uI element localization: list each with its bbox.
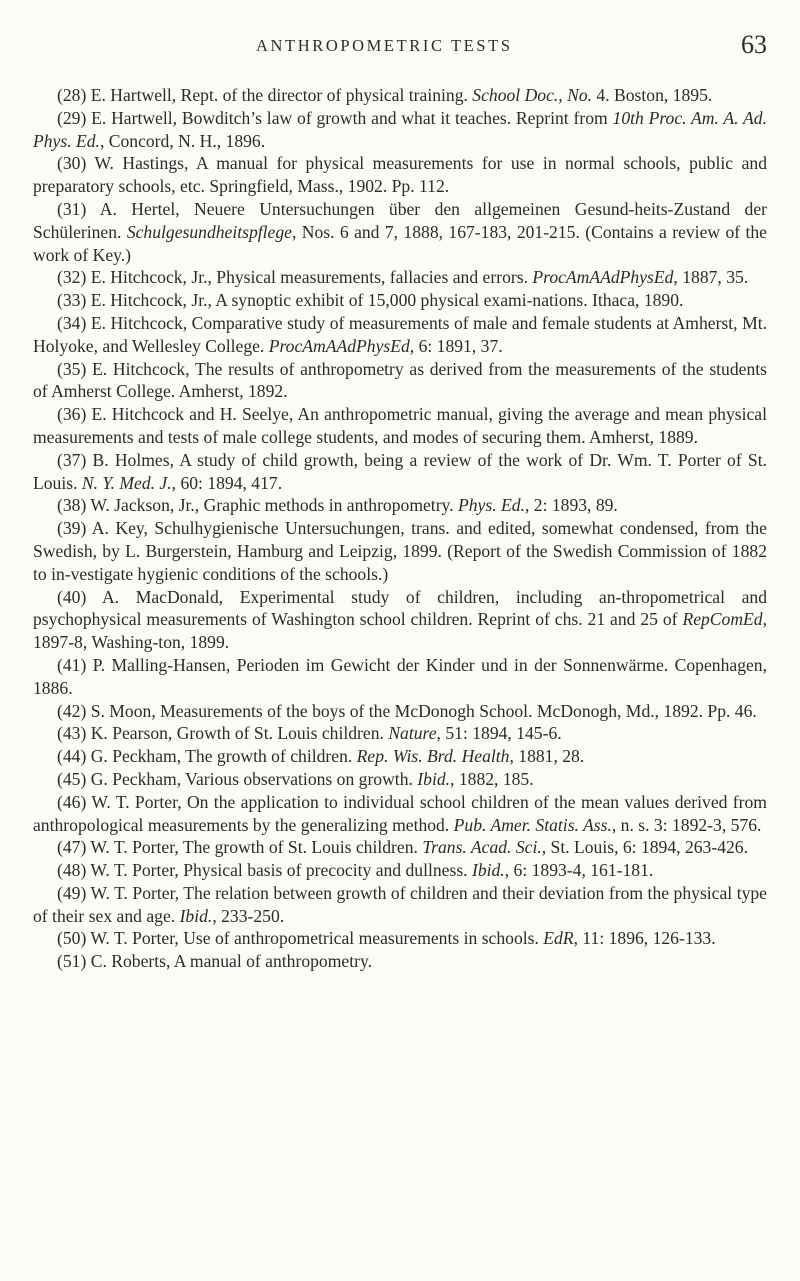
reference-number: (33) (57, 290, 87, 311)
reference-number: (51) (57, 951, 87, 972)
reference-entry (33, 266, 767, 289)
reference-text: , 233-250. (212, 905, 285, 926)
reference-text: , Concord, N. H., 1896. (99, 130, 266, 151)
reference-entry (33, 449, 767, 495)
reference-number: (43) (57, 723, 87, 744)
reference-entry (33, 882, 767, 928)
reference-text: , 1887, 35. (673, 267, 749, 288)
reference-number: (50) (57, 928, 87, 949)
reference-number: (48) (57, 860, 87, 881)
reference-entry (33, 358, 767, 404)
reference-entry (33, 791, 767, 837)
reference-number: (40) (57, 586, 87, 607)
reference-text: A. MacDonald, Experimental study of children, including an-thropometrical and psychophysical measurements of Washington school children. Reprint of chs. 21 and 25 of (33, 586, 767, 630)
reference-entry (33, 107, 767, 153)
reference-text: E. Hitchcock and H. Seelye, An anthropometric manual, giving the average and mean physical measurements and tests of male college students, and modes of securing them. Amherst, 1889. (33, 404, 767, 447)
reference-text: K. Pearson, Growth of St. Louis children. (86, 723, 389, 744)
reference-entry (33, 289, 767, 312)
reference-text: W. T. Porter, The growth of St. Louis children. (86, 837, 423, 858)
reference-entry (33, 586, 767, 654)
reference-number: (41) (57, 654, 87, 675)
reference-text: A. Key, Schulhygienische Untersuchungen, trans. and edited, somewhat condensed, from the Swedish, by L. Burgerstein, Hamburg and Leipzig, 1899. (Report of the Swedish Commission of 1882 to in-vestigate hygienic conditions of the schools.) (33, 518, 767, 584)
reference-text: , 1897-8, Washing-ton, 1899. (33, 609, 767, 653)
reference-text: W. T. Porter, Use of anthropometrical measurements in schools. (86, 928, 544, 949)
reference-entry (33, 403, 767, 449)
reference-text: G. Peckham, Various observations on growth. (86, 768, 418, 789)
reference-number: (36) (57, 404, 87, 425)
reference-entry (33, 722, 767, 745)
reference-number: (42) (57, 700, 87, 721)
reference-number: (38) (57, 495, 87, 516)
reference-source-title: Phys. Ed. (458, 495, 525, 516)
reference-number: (28) (57, 85, 87, 105)
reference-source-title: ProcAmAAdPhysEd (532, 267, 674, 288)
reference-entry (33, 768, 767, 791)
reference-entry (33, 859, 767, 882)
reference-entry (33, 745, 767, 768)
reference-number: (34) (57, 312, 87, 333)
reference-entry (33, 152, 767, 198)
reference-text: P. Malling-Hansen, Perioden im Gewicht der Kinder und in der Sonnenwärme. Copenhagen, 1886. (33, 654, 767, 698)
reference-text: A. Hertel, Neuere Untersuchungen über den allgemeinen Gesund-heits-Zustand der Schülerinen. (33, 198, 767, 242)
reference-source-title: EdR (543, 928, 574, 949)
reference-text: E. Hartwell, Bowditch’s law of growth and what it teaches. Reprint from (86, 107, 613, 128)
reference-text: W. T. Porter, The relation between growth of children and their deviation from the physical type of their sex and age. (33, 882, 767, 926)
reference-text: W. Jackson, Jr., Graphic methods in anthropometry. (86, 495, 459, 516)
reference-source-title: School Doc., No. (472, 85, 593, 105)
reference-entry (33, 927, 767, 950)
reference-number: (31) (57, 198, 87, 219)
reference-text: E. Hitchcock, The results of anthropometry as derived from the measurements of the students of Amherst College. Amherst, 1892. (33, 358, 767, 402)
reference-number: (35) (57, 358, 87, 379)
reference-source-title: N. Y. Med. J. (81, 472, 172, 493)
reference-number: (30) (57, 153, 87, 174)
reference-entry (33, 312, 767, 358)
reference-number: (47) (57, 837, 87, 858)
reference-source-title: Rep. Wis. Brd. Health (356, 746, 510, 767)
reference-number: (37) (57, 449, 87, 470)
reference-text: W. T. Porter, Physical basis of precocity and dullness. (86, 860, 472, 881)
reference-source-title: Ibid. (179, 905, 213, 926)
reference-text: , 1881, 28. (509, 746, 585, 767)
reference-source-title: Trans. Acad. Sci. (422, 837, 542, 858)
reference-number: (32) (57, 267, 87, 288)
reference-text: E. Hartwell, Rept. of the director of physical training. (86, 85, 473, 105)
reference-text: , 2: 1893, 89. (524, 495, 618, 516)
reference-number: (46) (57, 791, 87, 812)
reference-source-title: 10th Proc. Am. A. Ad. Phys. Ed. (33, 107, 767, 151)
reference-text: , 1882, 185. (450, 768, 534, 789)
reference-text: , Nos. 6 and 7, 1888, 167-183, 201-215. (Contains a review of the work of Key.) (33, 221, 767, 265)
reference-entry (33, 494, 767, 517)
reference-list (33, 84, 767, 973)
reference-entry (33, 700, 767, 723)
reference-entry (33, 517, 767, 585)
reference-source-title: Ibid. (417, 768, 451, 789)
reference-text: B. Holmes, A study of child growth, being a review of the work of Dr. Wm. T. Porter of St. Louis. (33, 449, 767, 493)
reference-text: , 6: 1893-4, 161-181. (504, 860, 654, 881)
reference-text: 4. Boston, 1895. (592, 85, 713, 105)
reference-text: E. Hitchcock, Jr., Physical measurements, fallacies and errors. (86, 267, 533, 288)
reference-number: (39) (57, 518, 87, 539)
reference-entry (33, 654, 767, 700)
reference-text: , 6: 1891, 37. (409, 335, 503, 356)
reference-number: (29) (57, 107, 87, 128)
reference-text: C. Roberts, A manual of anthropometry. (86, 951, 373, 972)
reference-source-title: Schulgesundheitspflege (126, 221, 292, 242)
reference-text: , St. Louis, 6: 1894, 263-426. (541, 837, 748, 858)
reference-text: , 60: 1894, 417. (171, 472, 283, 493)
reference-entry (33, 950, 767, 973)
reference-entry (33, 836, 767, 859)
running-title: ANTHROPOMETRIC TESTS (256, 36, 513, 55)
reference-entry (33, 84, 767, 107)
reference-text: , 11: 1896, 126-133. (573, 928, 716, 949)
reference-text: G. Peckham, The growth of children. (86, 746, 357, 767)
reference-text: W. T. Porter, On the application to individual school children of the mean values derived from anthropological measurements by the generalizing method. (33, 791, 767, 835)
reference-entry (33, 198, 767, 266)
reference-number: (44) (57, 746, 87, 767)
reference-source-title: RepComEd (682, 609, 763, 630)
reference-text: , 51: 1894, 145-6. (436, 723, 562, 744)
reference-source-title: ProcAmAAdPhysEd (268, 335, 410, 356)
reference-source-title: Nature (388, 723, 437, 744)
reference-text: S. Moon, Measurements of the boys of the McDonogh School. McDonogh, Md., 1892. Pp. 46. (86, 700, 757, 721)
reference-number: (45) (57, 768, 87, 789)
page-number: 63 (741, 30, 767, 59)
reference-source-title: Ibid. (471, 860, 505, 881)
reference-text: E. Hitchcock, Comparative study of measurements of male and female students at Amherst, Mt. Holyoke, and Wellesley College. (33, 312, 767, 356)
reference-number: (49) (57, 882, 87, 903)
reference-text: E. Hitchcock, Jr., A synoptic exhibit of 15,000 physical exami-nations. Ithaca, 1890. (86, 290, 684, 311)
reference-source-title: Pub. Amer. Statis. Ass. (453, 814, 612, 835)
reference-text: , n. s. 3: 1892-3, 576. (611, 814, 762, 835)
reference-text: W. Hastings, A manual for physical measurements for use in normal schools, public and preparatory schools, etc. Springfield, Mass., 1902. Pp. 112. (33, 153, 767, 197)
